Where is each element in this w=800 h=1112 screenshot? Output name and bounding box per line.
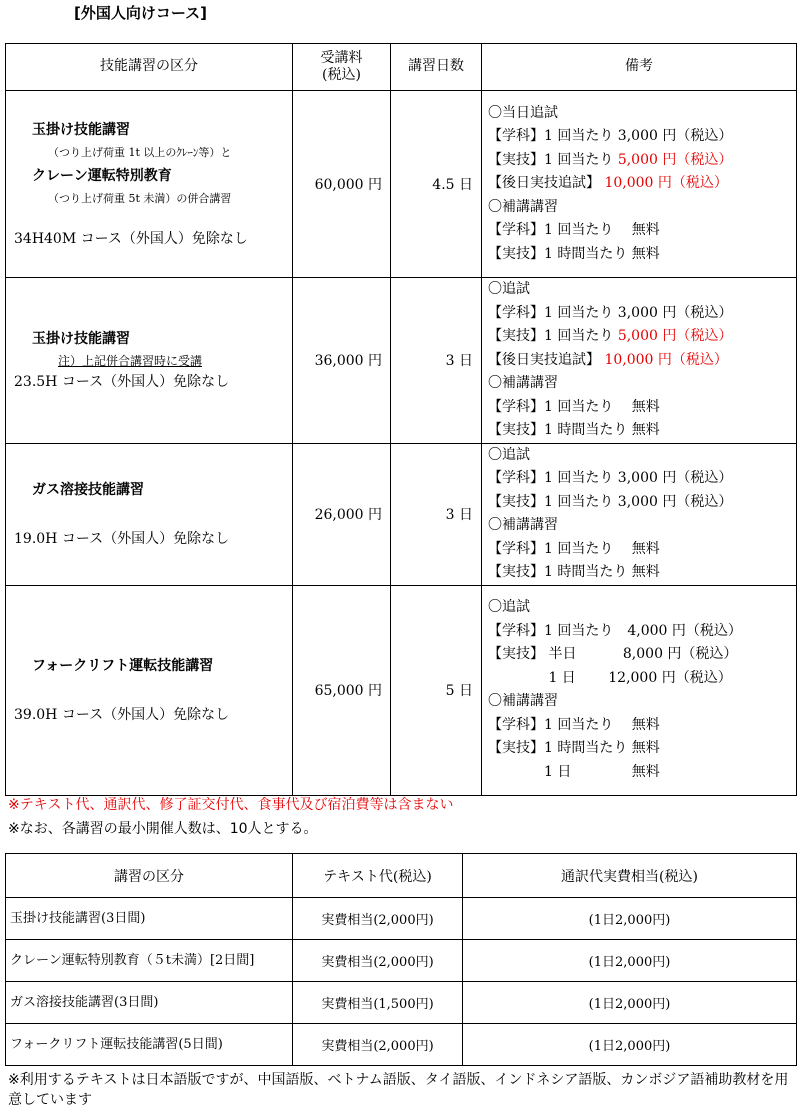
- days-cell: 4.5 日: [391, 91, 482, 278]
- fee-cell: 36,000 円: [293, 278, 391, 444]
- notes-cell: [482, 585, 797, 795]
- note-line: 【学科】1 回当たり 無料: [488, 716, 660, 733]
- course-line: 23.5H コース（外国人）免除なし: [14, 374, 230, 391]
- course-cell: [6, 278, 293, 444]
- note-line: 【実技】1 回当たり 3,000 円（税込）: [488, 493, 733, 510]
- text-fee-cell: 実費相当(2,000円): [293, 1024, 463, 1066]
- text-fee-cell: 実費相当(2,000円): [293, 940, 463, 982]
- note-line: 【実技】1 時間当たり 無料: [488, 245, 660, 262]
- course-cell: [6, 443, 293, 585]
- header-fee: 受講料 (税込): [293, 44, 391, 91]
- note-line: 〇補講講習: [488, 693, 558, 709]
- note-line: 〇補講講習: [488, 198, 558, 215]
- note-line: 〇追試: [488, 446, 530, 463]
- fee-cell: 60,000 円: [293, 91, 391, 278]
- note-line: 【実技】1 回当たり 5,000 円（税込）: [488, 151, 733, 168]
- note-line: 【学科】1 回当たり 3,000 円（税込）: [488, 128, 733, 145]
- note-line: 【実技】1 時間当たり 無料: [488, 422, 660, 438]
- header-notes: 備考: [482, 44, 797, 91]
- course-line: 34H40M コース（外国人）免除なし: [14, 231, 248, 247]
- table-header-row: [6, 44, 797, 91]
- footnote-textbook-languages: ※利用するテキストは日本語版ですが、中国語版、ベトナム語版、タイ語版、インドネシア語版、カンボジア語補助教材を用意しています: [8, 1072, 789, 1108]
- course-line: 玉掛け技能講習: [32, 122, 130, 138]
- course-line: （つり上げ荷重 5t 未満）の併合講習: [48, 192, 232, 205]
- fee-cell: 26,000 円: [293, 443, 391, 585]
- table-row: [6, 940, 797, 982]
- notes-cell: [482, 443, 797, 585]
- course-line: 玉掛け技能講習: [32, 331, 130, 348]
- note-line: 【後日実技追試】 10,000 円（税込）: [488, 175, 728, 192]
- note-line: 【学科】1 回当たり 3,000 円（税込）: [488, 304, 733, 321]
- note-line: 【学科】1 回当たり 3,000 円（税込）: [488, 470, 733, 486]
- course-line: フォークリフト運転技能講習: [32, 658, 214, 674]
- note-line: 【学科】1 回当たり 無料: [488, 398, 660, 415]
- interpreter-fee-cell: (1日2,000円): [463, 1024, 797, 1066]
- notes-cell: [482, 278, 797, 444]
- note-line: 【学科】1 回当たり 無料: [488, 540, 660, 557]
- interpreter-fee-cell: (1日2,000円): [463, 940, 797, 982]
- note-highlight: 10,000 円（税込）: [604, 351, 728, 368]
- table-row: [6, 443, 797, 585]
- days-cell: 5 日: [391, 585, 482, 795]
- course-line: 注）上記併合講習時に受講: [58, 354, 203, 369]
- note-line: 【実技】 半日 8,000 円（税込）: [488, 646, 738, 662]
- text-fee-cell: 実費相当(2,000円): [293, 898, 463, 940]
- note-line: 【実技】1 時間当たり 無料: [488, 564, 660, 580]
- course-cell: [6, 91, 293, 278]
- note-highlight: 10,000 円（税込）: [604, 175, 728, 192]
- header-interpreter-fee: 通訳代実費相当(税込): [463, 854, 797, 898]
- days-cell: 3 日: [391, 443, 482, 585]
- table-row: [6, 1024, 797, 1066]
- material-fee-table: [5, 853, 797, 1066]
- table-row: [6, 278, 797, 444]
- note-line: 【学科】1 回当たり 4,000 円（税込）: [488, 622, 742, 639]
- page-title: [外国人向けコース]: [74, 4, 207, 22]
- table-row: [6, 982, 797, 1024]
- course-line: 19.0H コース（外国人）免除なし: [14, 531, 230, 547]
- note-line: 【後日実技追試】 10,000 円（税込）: [488, 351, 728, 368]
- note-line: 〇補講講習: [488, 375, 558, 391]
- note-line: 【実技】1 回当たり 5,000 円（税込）: [488, 328, 733, 344]
- course-name-cell: 玉掛け技能講習(3日間): [6, 898, 293, 940]
- header-course: 技能講習の区分: [6, 44, 293, 91]
- table-row: [6, 585, 797, 795]
- course-name-cell: ガス溶接技能講習(3日間): [6, 982, 293, 1024]
- footnote-excluded-costs: ※テキスト代、通訳代、修了証交付代、食事代及び宿泊費等は含まない: [8, 797, 454, 813]
- course-cell: [6, 585, 293, 795]
- course-line: ガス溶接技能講習: [32, 482, 144, 498]
- header-text-fee: テキスト代(税込): [293, 854, 463, 898]
- note-line: 〇当日追試: [488, 104, 558, 121]
- course-name-cell: クレーン運転特別教育（５t未満）[2日間]: [6, 940, 293, 982]
- note-line: 1 日 12,000 円（税込）: [488, 669, 732, 686]
- note-line: 1 日 無料: [488, 763, 660, 780]
- header-days: 講習日数: [391, 44, 482, 91]
- note-line: 【実技】1 時間当たり 無料: [488, 740, 660, 756]
- days-cell: 3 日: [391, 278, 482, 444]
- interpreter-fee-cell: (1日2,000円): [463, 982, 797, 1024]
- text-fee-cell: 実費相当(1,500円): [293, 982, 463, 1024]
- table-row: [6, 898, 797, 940]
- note-highlight: 5,000 円（税込）: [617, 151, 733, 168]
- note-line: 〇追試: [488, 599, 530, 615]
- note-line: 〇補講講習: [488, 517, 558, 533]
- fee-cell: 65,000 円: [293, 585, 391, 795]
- table-header-row: [6, 854, 797, 898]
- note-highlight: 5,000 円（税込）: [617, 328, 733, 344]
- notes-cell: [482, 91, 797, 278]
- course-line: 39.0H コース（外国人）免除なし: [14, 707, 230, 723]
- note-line: 〇追試: [488, 281, 530, 297]
- course-fee-table: [5, 43, 797, 796]
- course-line: クレーン運転特別教育: [32, 168, 172, 184]
- header-course: 講習の区分: [6, 854, 293, 898]
- interpreter-fee-cell: (1日2,000円): [463, 898, 797, 940]
- course-name-cell: フォークリフト運転技能講習(5日間): [6, 1024, 293, 1066]
- table-row: [6, 91, 797, 278]
- note-line: 【学科】1 回当たり 無料: [488, 222, 660, 239]
- course-line: （つり上げ荷重 1t 以上のｸﾚｰﾝ等）と: [48, 146, 232, 159]
- footnote-minimum-participants: ※なお、各講習の最小開催人数は、10人とする。: [8, 821, 318, 837]
